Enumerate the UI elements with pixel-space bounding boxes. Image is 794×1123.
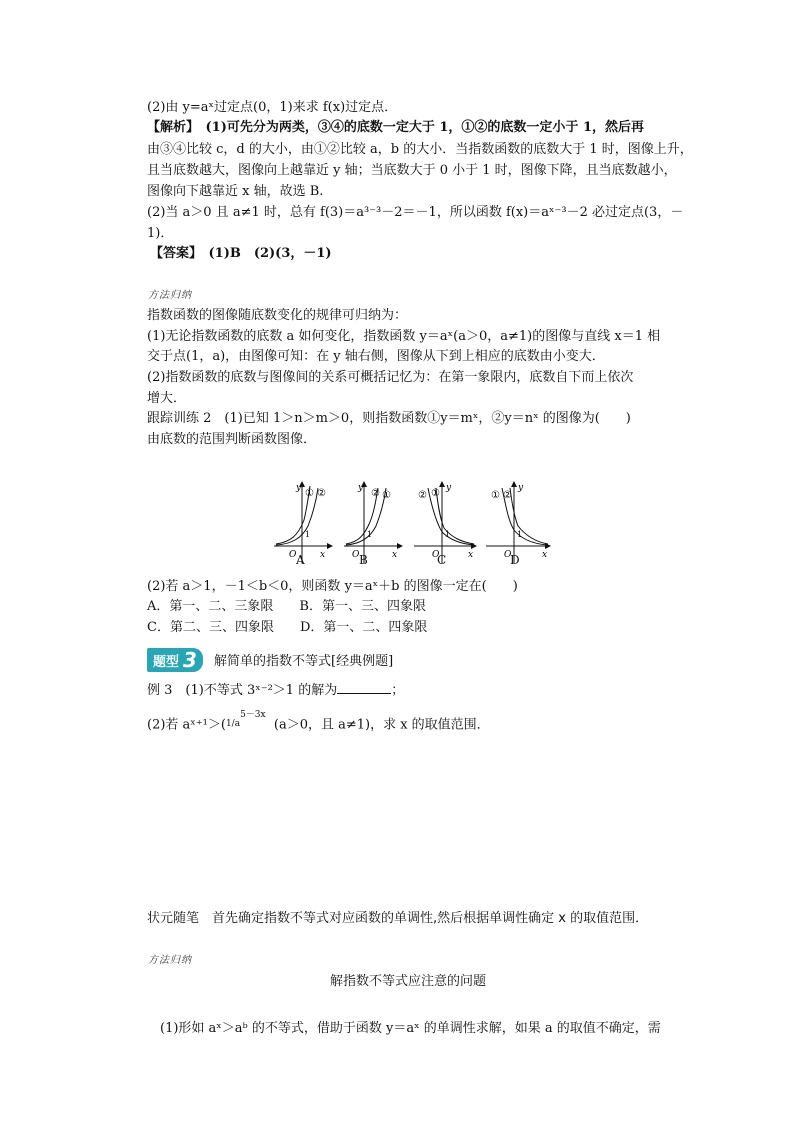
graph-label-a: A bbox=[296, 553, 305, 567]
example-question bbox=[147, 679, 404, 701]
method-summary-label: 方法归纳 bbox=[148, 955, 192, 966]
x-axis-label: x bbox=[320, 550, 326, 560]
question-type-badge bbox=[147, 648, 203, 672]
graph-label-c: C bbox=[437, 553, 447, 567]
curve-label: ① bbox=[491, 490, 500, 501]
graph-d bbox=[486, 482, 550, 563]
text-line: (2)当 a＞0 且 a≠1 时，总有 f(3)＝a³⁻³－2＝－1，所以函数 f(x)＝aˣ⁻³－2 必过定点(3，－ bbox=[147, 205, 684, 220]
exponent: 5－3x bbox=[240, 710, 266, 720]
y-axis-label: y bbox=[296, 483, 302, 493]
y-axis-label: y bbox=[518, 483, 524, 493]
text-line: 1)． bbox=[147, 226, 174, 241]
y-axis-label: y bbox=[358, 483, 364, 493]
text-line: 且当底数越大，图像向上越靠近 y 轴；当底数大于 0 小于 1 时，图像下降，且当底数越小， bbox=[147, 163, 677, 178]
graph-c bbox=[414, 482, 476, 563]
text-line: (2)由 y=aˣ过定点(0，1)来求 f(x)过定点． bbox=[147, 100, 398, 115]
curve-label: ② bbox=[317, 488, 326, 499]
choice-line: C．第二、三、四象限 D．第一、二、四象限 bbox=[147, 620, 428, 635]
text-line: (1)无论指数函数的底数 a 如何变化，指数函数 y＝aˣ(a＞0，a≠1)的图像与直线 x＝1 相 bbox=[147, 329, 661, 344]
example-text: 例 3 (1)不等式 3ˣ⁻²＞1 的解为 bbox=[147, 683, 338, 698]
tip-line: 状元随笔 首先确定指数不等式对应函数的单调性,然后根据单调性确定 x 的取值范围． bbox=[147, 911, 649, 926]
answer-blank bbox=[337, 679, 391, 694]
choice-line: A．第一、二、三象限 B．第一、三、四象限 bbox=[147, 599, 426, 614]
example-text: (2)若 aˣ⁺¹＞( bbox=[147, 717, 226, 733]
method-summary-label: 方法归纳 bbox=[148, 290, 192, 301]
curve-label: ② bbox=[503, 490, 512, 501]
one-label: 1 bbox=[367, 530, 373, 539]
graph-b bbox=[344, 482, 402, 563]
answer-line: 【答案】 (1)B (2)(3，－1) bbox=[150, 246, 332, 261]
text-line: (1)形如 aˣ＞aᵇ 的不等式，借助于函数 y＝aˣ 的单调性求解，如果 a 的取值不确定，需 bbox=[160, 1021, 661, 1036]
text-line: 由③④比较 c，d 的大小，由①②比较 a，b 的大小．当指数函数的底数大于 1 时，图像上升， bbox=[147, 142, 693, 157]
origin-label: O bbox=[432, 550, 440, 560]
badge-number: 3 bbox=[183, 648, 197, 672]
x-axis-label: x bbox=[542, 550, 548, 560]
x-axis-label: x bbox=[468, 550, 474, 560]
one-label: 1 bbox=[445, 530, 451, 539]
badge-text: 题型 bbox=[153, 654, 180, 670]
example-question bbox=[147, 711, 490, 736]
example-text-end: (a＞0，且 a≠1)，求 x 的取值范围． bbox=[273, 717, 490, 733]
hint-line: 由底数的范围判断函数图像． bbox=[147, 432, 317, 447]
graph-a bbox=[274, 482, 332, 563]
practice-question: 跟踪训练 2 (1)已知 1＞n＞m＞0，则指数函数①y＝mˣ，②y＝nˣ 的图像为( ) bbox=[147, 411, 631, 426]
fraction: 1/a bbox=[225, 719, 241, 730]
origin-label: O bbox=[352, 550, 360, 560]
x-axis-label: x bbox=[392, 550, 398, 560]
origin-label: O bbox=[504, 550, 512, 560]
text-line: 指数函数的图像随底数变化的规律可归纳为： bbox=[147, 308, 408, 323]
origin-label: O bbox=[289, 550, 297, 560]
text-line: 增大． bbox=[147, 391, 187, 406]
curve-label: ② bbox=[418, 490, 427, 501]
one-label: 1 bbox=[305, 530, 311, 539]
graph-label-b: B bbox=[359, 553, 368, 567]
text-line: 交于点(1，a)，由图像可知：在 y 轴右侧，图像从下到上相应的底数由小变大． bbox=[147, 349, 605, 364]
analysis-heading-line: 【解析】 (1)可先分为两类，③④的底数一定大于 1，①②的底数一定小于 1，然后再 bbox=[147, 120, 644, 135]
practice-question: (2)若 a＞1，－1＜b＜0，则函数 y＝aˣ＋b 的图像一定在( ) bbox=[147, 579, 518, 594]
one-label: 1 bbox=[517, 530, 523, 539]
text-line: 图像向下越靠近 x 轴，故选 B. bbox=[147, 184, 324, 199]
graph-label-d: D bbox=[510, 553, 520, 567]
example-text-end: ； bbox=[391, 683, 405, 698]
text-line: (2)指数函数的底数与图像间的关系可概括记忆为：在第一象限内，底数自下而上依次 bbox=[147, 370, 634, 385]
section-title: 解简单的指数不等式[经典例题] bbox=[214, 654, 394, 669]
curve-label: ① bbox=[382, 490, 391, 501]
summary-title: 解指数不等式应注意的问题 bbox=[330, 974, 487, 989]
curve-label: ② bbox=[371, 488, 380, 499]
y-axis-label: y bbox=[446, 483, 452, 493]
curve-label: ① bbox=[305, 488, 314, 499]
curve-label: ① bbox=[431, 488, 440, 499]
